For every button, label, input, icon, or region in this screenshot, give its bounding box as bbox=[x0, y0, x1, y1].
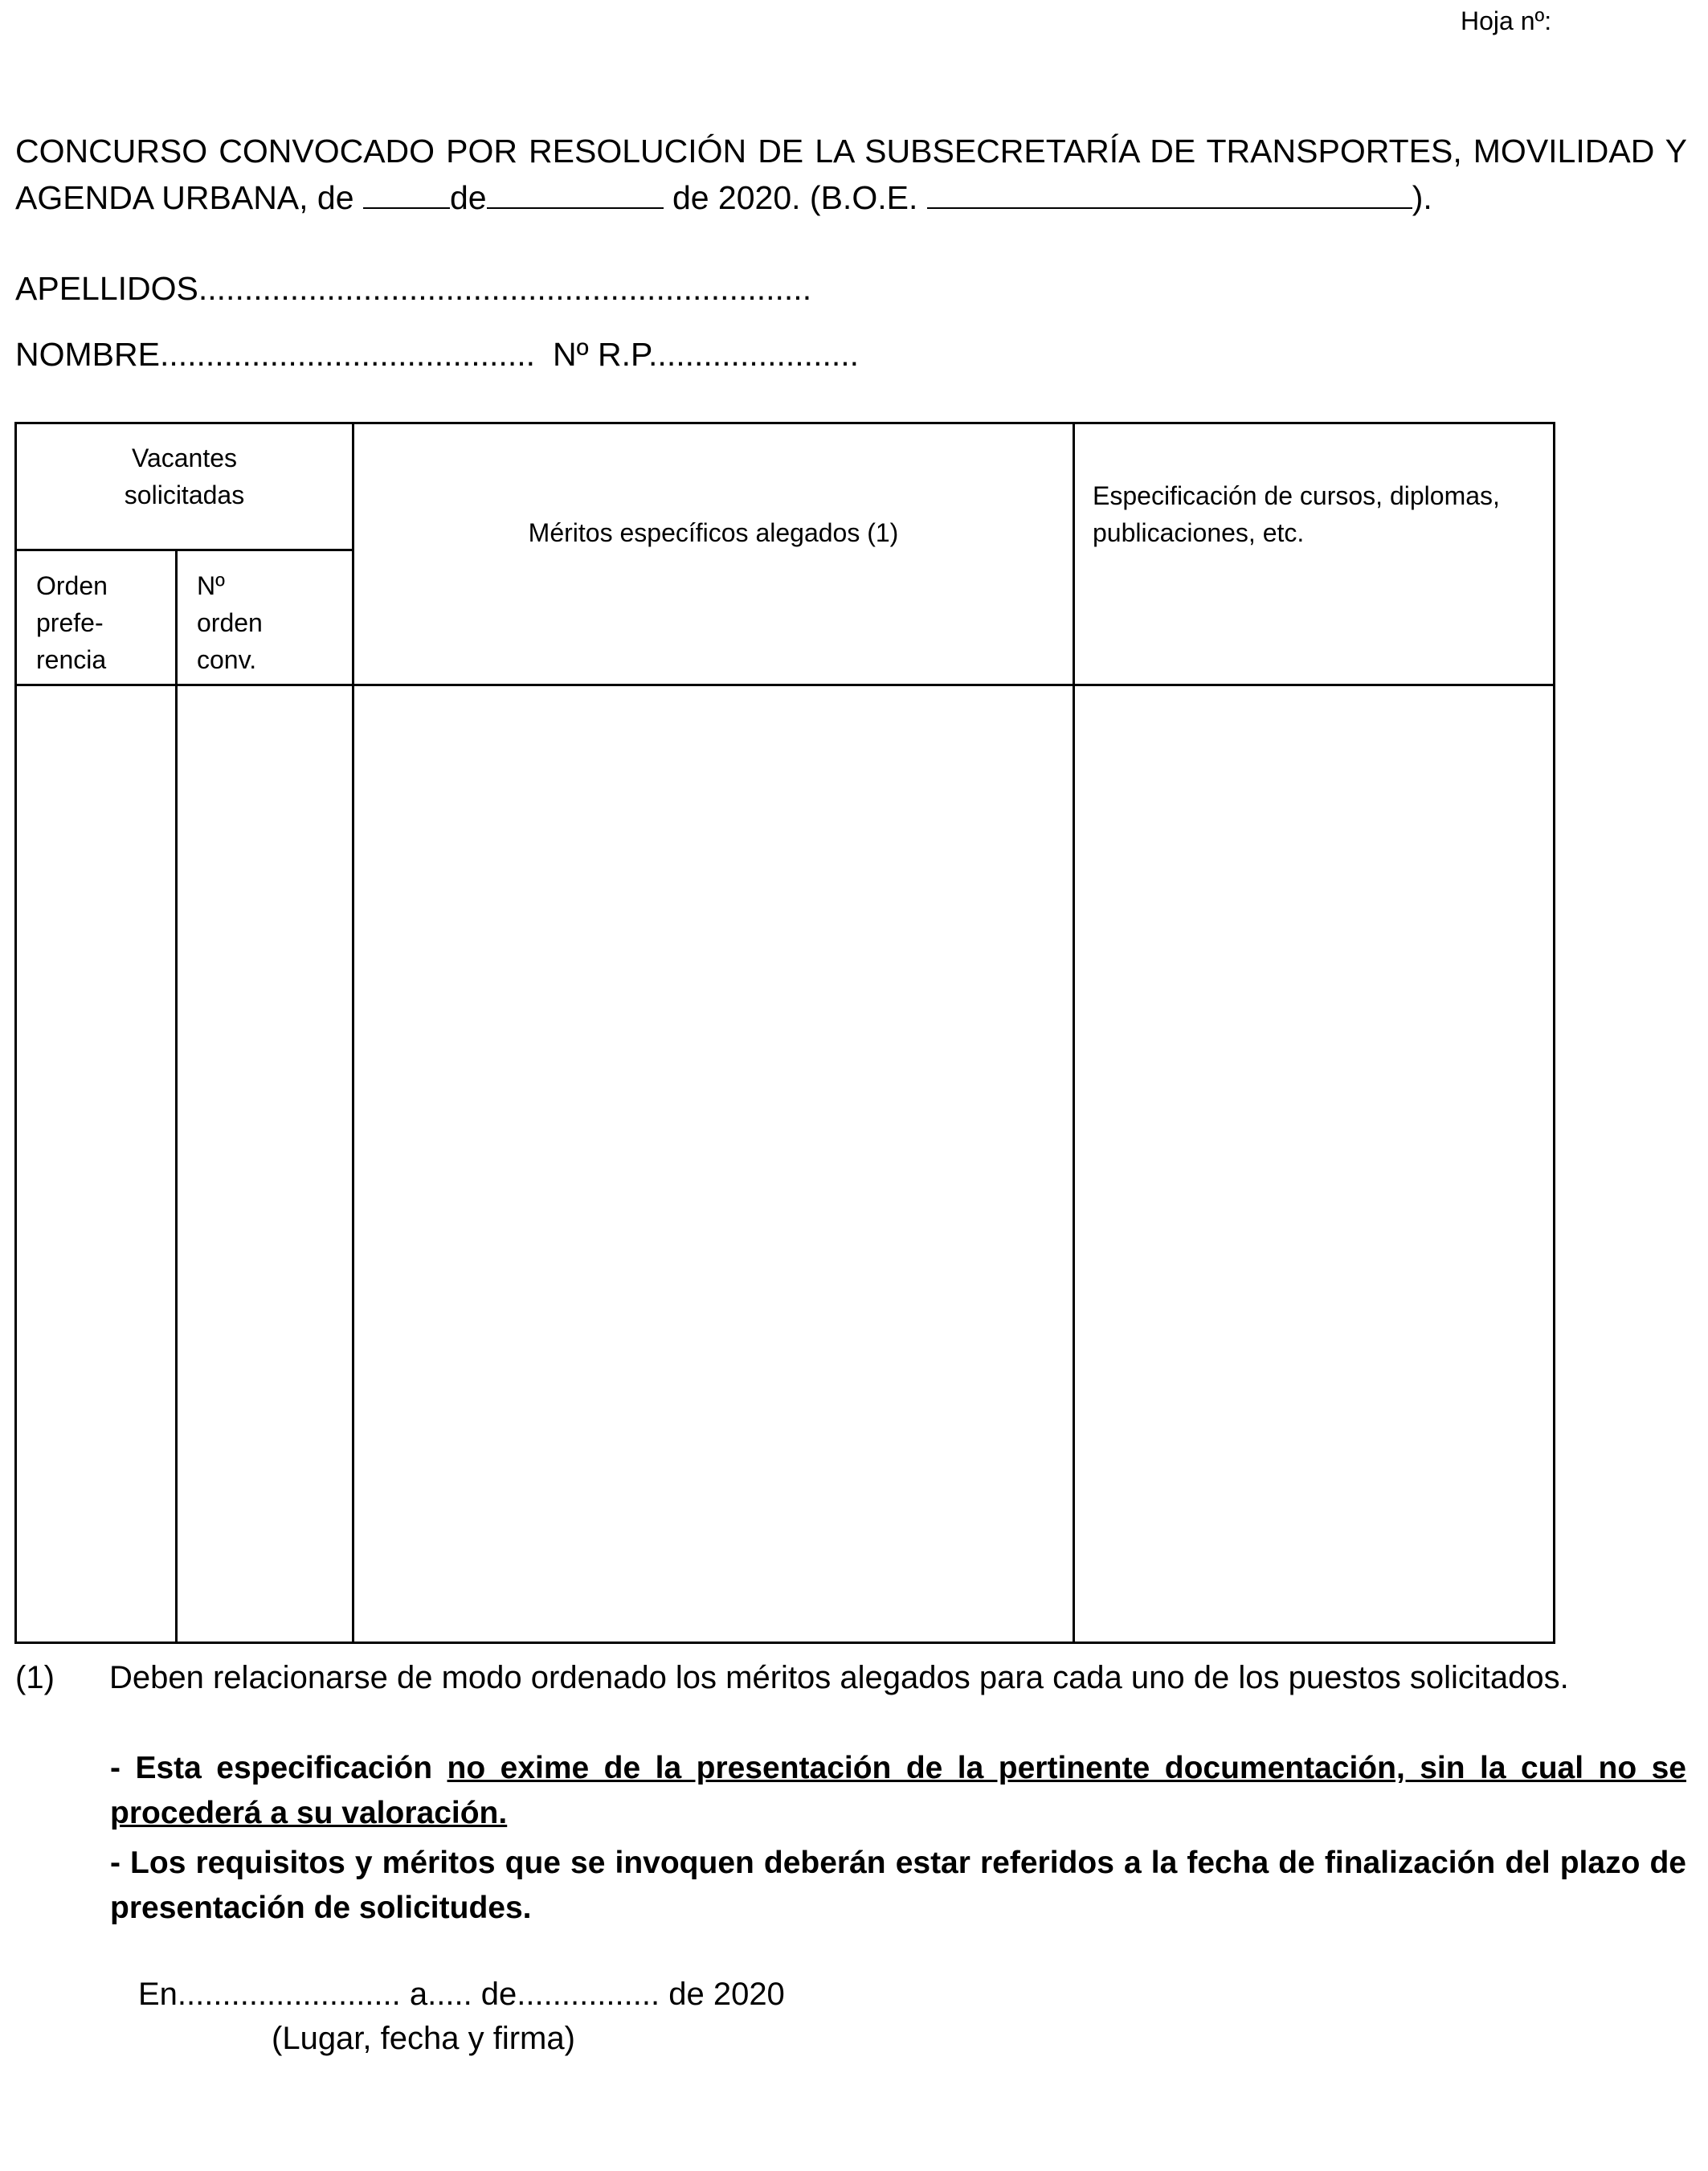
note-especificacion bbox=[110, 1746, 1686, 1836]
heading-text-2: de bbox=[449, 179, 487, 216]
rp-field[interactable]: Nº R.P....................... bbox=[553, 336, 860, 373]
heading-text-3: de 2020. (B.O.E. bbox=[663, 179, 927, 216]
table-border-top bbox=[14, 422, 1555, 424]
apellidos-field[interactable]: APELLIDOS................................................................... bbox=[15, 270, 812, 307]
table-divider-vacantes bbox=[14, 549, 354, 551]
header-vacantes-line1: Vacantes bbox=[131, 444, 238, 472]
note-especificacion-underlined: no exime de la presentación de la pertinente documentación, sin la cual no se procederá a su valoración. bbox=[110, 1751, 1686, 1830]
meritos-cell[interactable] bbox=[354, 686, 1073, 1642]
heading-text-1: CONCURSO CONVOCADO POR RESOLUCIÓN DE LA SUBSECRETARÍA DE TRANSPORTES, MOVILIDAD Y AGENDA URBANA, de bbox=[15, 133, 1687, 216]
nombre-field[interactable]: NOMBRE......................................... bbox=[15, 336, 535, 373]
orden-preferencia-cell[interactable] bbox=[17, 686, 175, 1642]
signature-caption: (Lugar, fecha y firma) bbox=[272, 2021, 575, 2056]
note-especificacion-lead: - Esta especificación bbox=[110, 1751, 447, 1785]
header-vacantes-line2: solicitadas bbox=[124, 480, 245, 509]
header-meritos: Méritos específicos alegados (1) bbox=[528, 518, 899, 547]
orden-convocatoria-cell[interactable] bbox=[178, 686, 352, 1642]
header-especificacion: Especificación de cursos, diplomas, publicaciones, etc. bbox=[1093, 481, 1500, 547]
sheet-number-label: Hoja nº: bbox=[1461, 6, 1552, 35]
day-blank[interactable] bbox=[363, 174, 450, 209]
header-orden-preferencia: Orden prefe- rencia bbox=[36, 571, 108, 674]
document-heading bbox=[15, 129, 1687, 220]
boe-blank[interactable] bbox=[927, 174, 1412, 209]
header-orden-convocatoria: Nº orden conv. bbox=[197, 571, 263, 674]
heading-text-4: ). bbox=[1412, 179, 1432, 216]
footnote-number: (1) bbox=[15, 1660, 55, 1695]
month-blank[interactable] bbox=[487, 174, 664, 209]
table-border-bottom bbox=[14, 1642, 1555, 1644]
footnote-text: Deben relacionarse de modo ordenado los méritos alegados para cada uno de los puestos solicitados. bbox=[109, 1660, 1569, 1695]
footnote bbox=[15, 1660, 1569, 1696]
header-vacantes bbox=[17, 440, 352, 513]
signature-line[interactable]: En......................... a..... de................ de 2020 bbox=[138, 1977, 785, 2012]
especificacion-cell[interactable] bbox=[1075, 686, 1553, 1642]
table-border-right bbox=[1553, 422, 1555, 1644]
nombre-row bbox=[15, 336, 859, 374]
note-requisitos: - Los requisitos y méritos que se invoquen deberán estar referidos a la fecha de finalización del plazo de presentación de solicitudes. bbox=[110, 1846, 1686, 1925]
